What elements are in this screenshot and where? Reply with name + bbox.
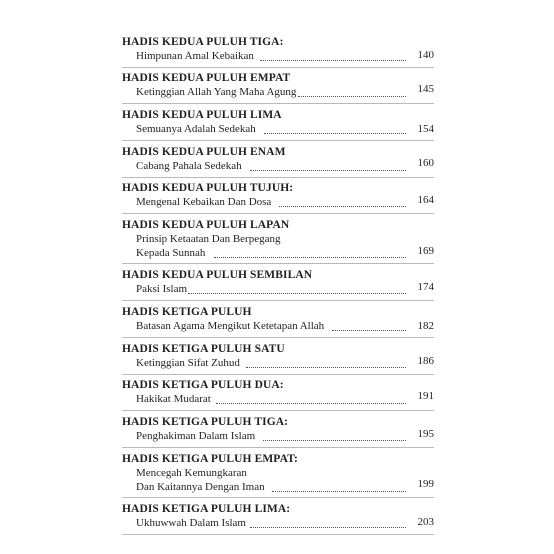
entry-subtitle: Mencegah Kemungkaran — [136, 467, 247, 479]
entry-subtitle: Kepada Sunnah — [136, 247, 206, 259]
entry-heading: HADIS KETIGA PULUH TIGA: — [122, 416, 289, 428]
entry-subtitle: Paksi Islam — [136, 283, 188, 295]
dot-leader — [250, 527, 406, 528]
dot-leader — [264, 133, 406, 134]
page-number: 203 — [417, 516, 434, 528]
page-number: 160 — [417, 157, 434, 169]
page-number: 140 — [417, 49, 434, 61]
toc-entry — [122, 146, 434, 178]
entry-heading: HADIS KETIGA PULUH EMPAT: — [122, 453, 298, 465]
entry-subtitle: Himpunan Amal Kebaikan — [136, 50, 254, 62]
entry-heading: HADIS KETIGA PULUH DUA: — [122, 379, 284, 391]
page-number: 199 — [417, 478, 434, 490]
entry-subtitle: Ketinggian Allah Yang Maha Agung — [136, 86, 297, 98]
entry-heading: HADIS KEDUA PULUH LIMA — [122, 109, 282, 121]
dot-leader — [260, 60, 406, 61]
dot-leader — [263, 440, 406, 441]
dot-leader — [332, 330, 406, 331]
dot-leader — [216, 403, 406, 404]
entry-subtitle: Ketinggian Sifat Zuhud — [136, 357, 240, 369]
toc-entry — [122, 109, 434, 141]
dot-leader — [279, 206, 406, 207]
entry-heading: HADIS KETIGA PULUH SATU — [122, 343, 285, 355]
dot-leader — [246, 367, 406, 368]
toc-entry — [122, 453, 434, 498]
toc-entry — [122, 416, 434, 448]
page-number: 182 — [417, 320, 434, 332]
page-number: 169 — [417, 245, 434, 257]
dot-leader — [250, 170, 406, 171]
page-number: 145 — [417, 83, 434, 95]
toc-entry — [122, 379, 434, 411]
entry-heading: HADIS KEDUA PULUH ENAM — [122, 146, 286, 158]
toc-entry — [122, 503, 434, 535]
entry-subtitle: Prinsip Ketaatan Dan Berpegang — [136, 233, 281, 245]
entry-subtitle: Batasan Agama Mengikut Ketetapan Allah — [136, 320, 325, 332]
toc-entry — [122, 182, 434, 214]
entry-heading: HADIS KEDUA PULUH TUJUH: — [122, 182, 294, 194]
toc-entry — [122, 343, 434, 375]
entry-subtitle: Hakikat Mudarat — [136, 393, 211, 405]
entry-heading: HADIS KEDUA PULUH EMPAT — [122, 72, 291, 84]
entry-subtitle: Ukhuwwah Dalam Islam — [136, 517, 246, 529]
entry-heading: HADIS KETIGA PULUH — [122, 306, 252, 318]
entry-subtitle: Semuanya Adalah Sedekah — [136, 123, 256, 135]
dot-leader — [298, 96, 406, 97]
toc-entry — [122, 219, 434, 264]
page-number: 174 — [417, 281, 434, 293]
entry-heading: HADIS KEDUA PULUH TIGA: — [122, 36, 284, 48]
toc-entry — [122, 306, 434, 338]
dot-leader — [214, 257, 406, 258]
entry-heading: HADIS KETIGA PULUH LIMA: — [122, 503, 291, 515]
entry-subtitle: Dan Kaitannya Dengan Iman — [136, 481, 265, 493]
page-number: 186 — [417, 355, 434, 367]
entry-subtitle: Cabang Pahala Sedekah — [136, 160, 242, 172]
entry-subtitle: Penghakiman Dalam Islam — [136, 430, 256, 442]
page-number: 164 — [417, 194, 434, 206]
page-number: 195 — [417, 428, 434, 440]
entry-subtitle: Mengenal Kebaikan Dan Dosa — [136, 196, 272, 208]
page-number: 191 — [417, 390, 434, 402]
page-number: 154 — [417, 123, 434, 135]
toc-entry — [122, 36, 434, 68]
entry-heading: HADIS KEDUA PULUH LAPAN — [122, 219, 290, 231]
toc-entry — [122, 269, 434, 301]
entry-heading: HADIS KEDUA PULUH SEMBILAN — [122, 269, 313, 281]
dot-leader — [188, 293, 406, 294]
toc-entry — [122, 72, 434, 104]
dot-leader — [272, 491, 406, 492]
